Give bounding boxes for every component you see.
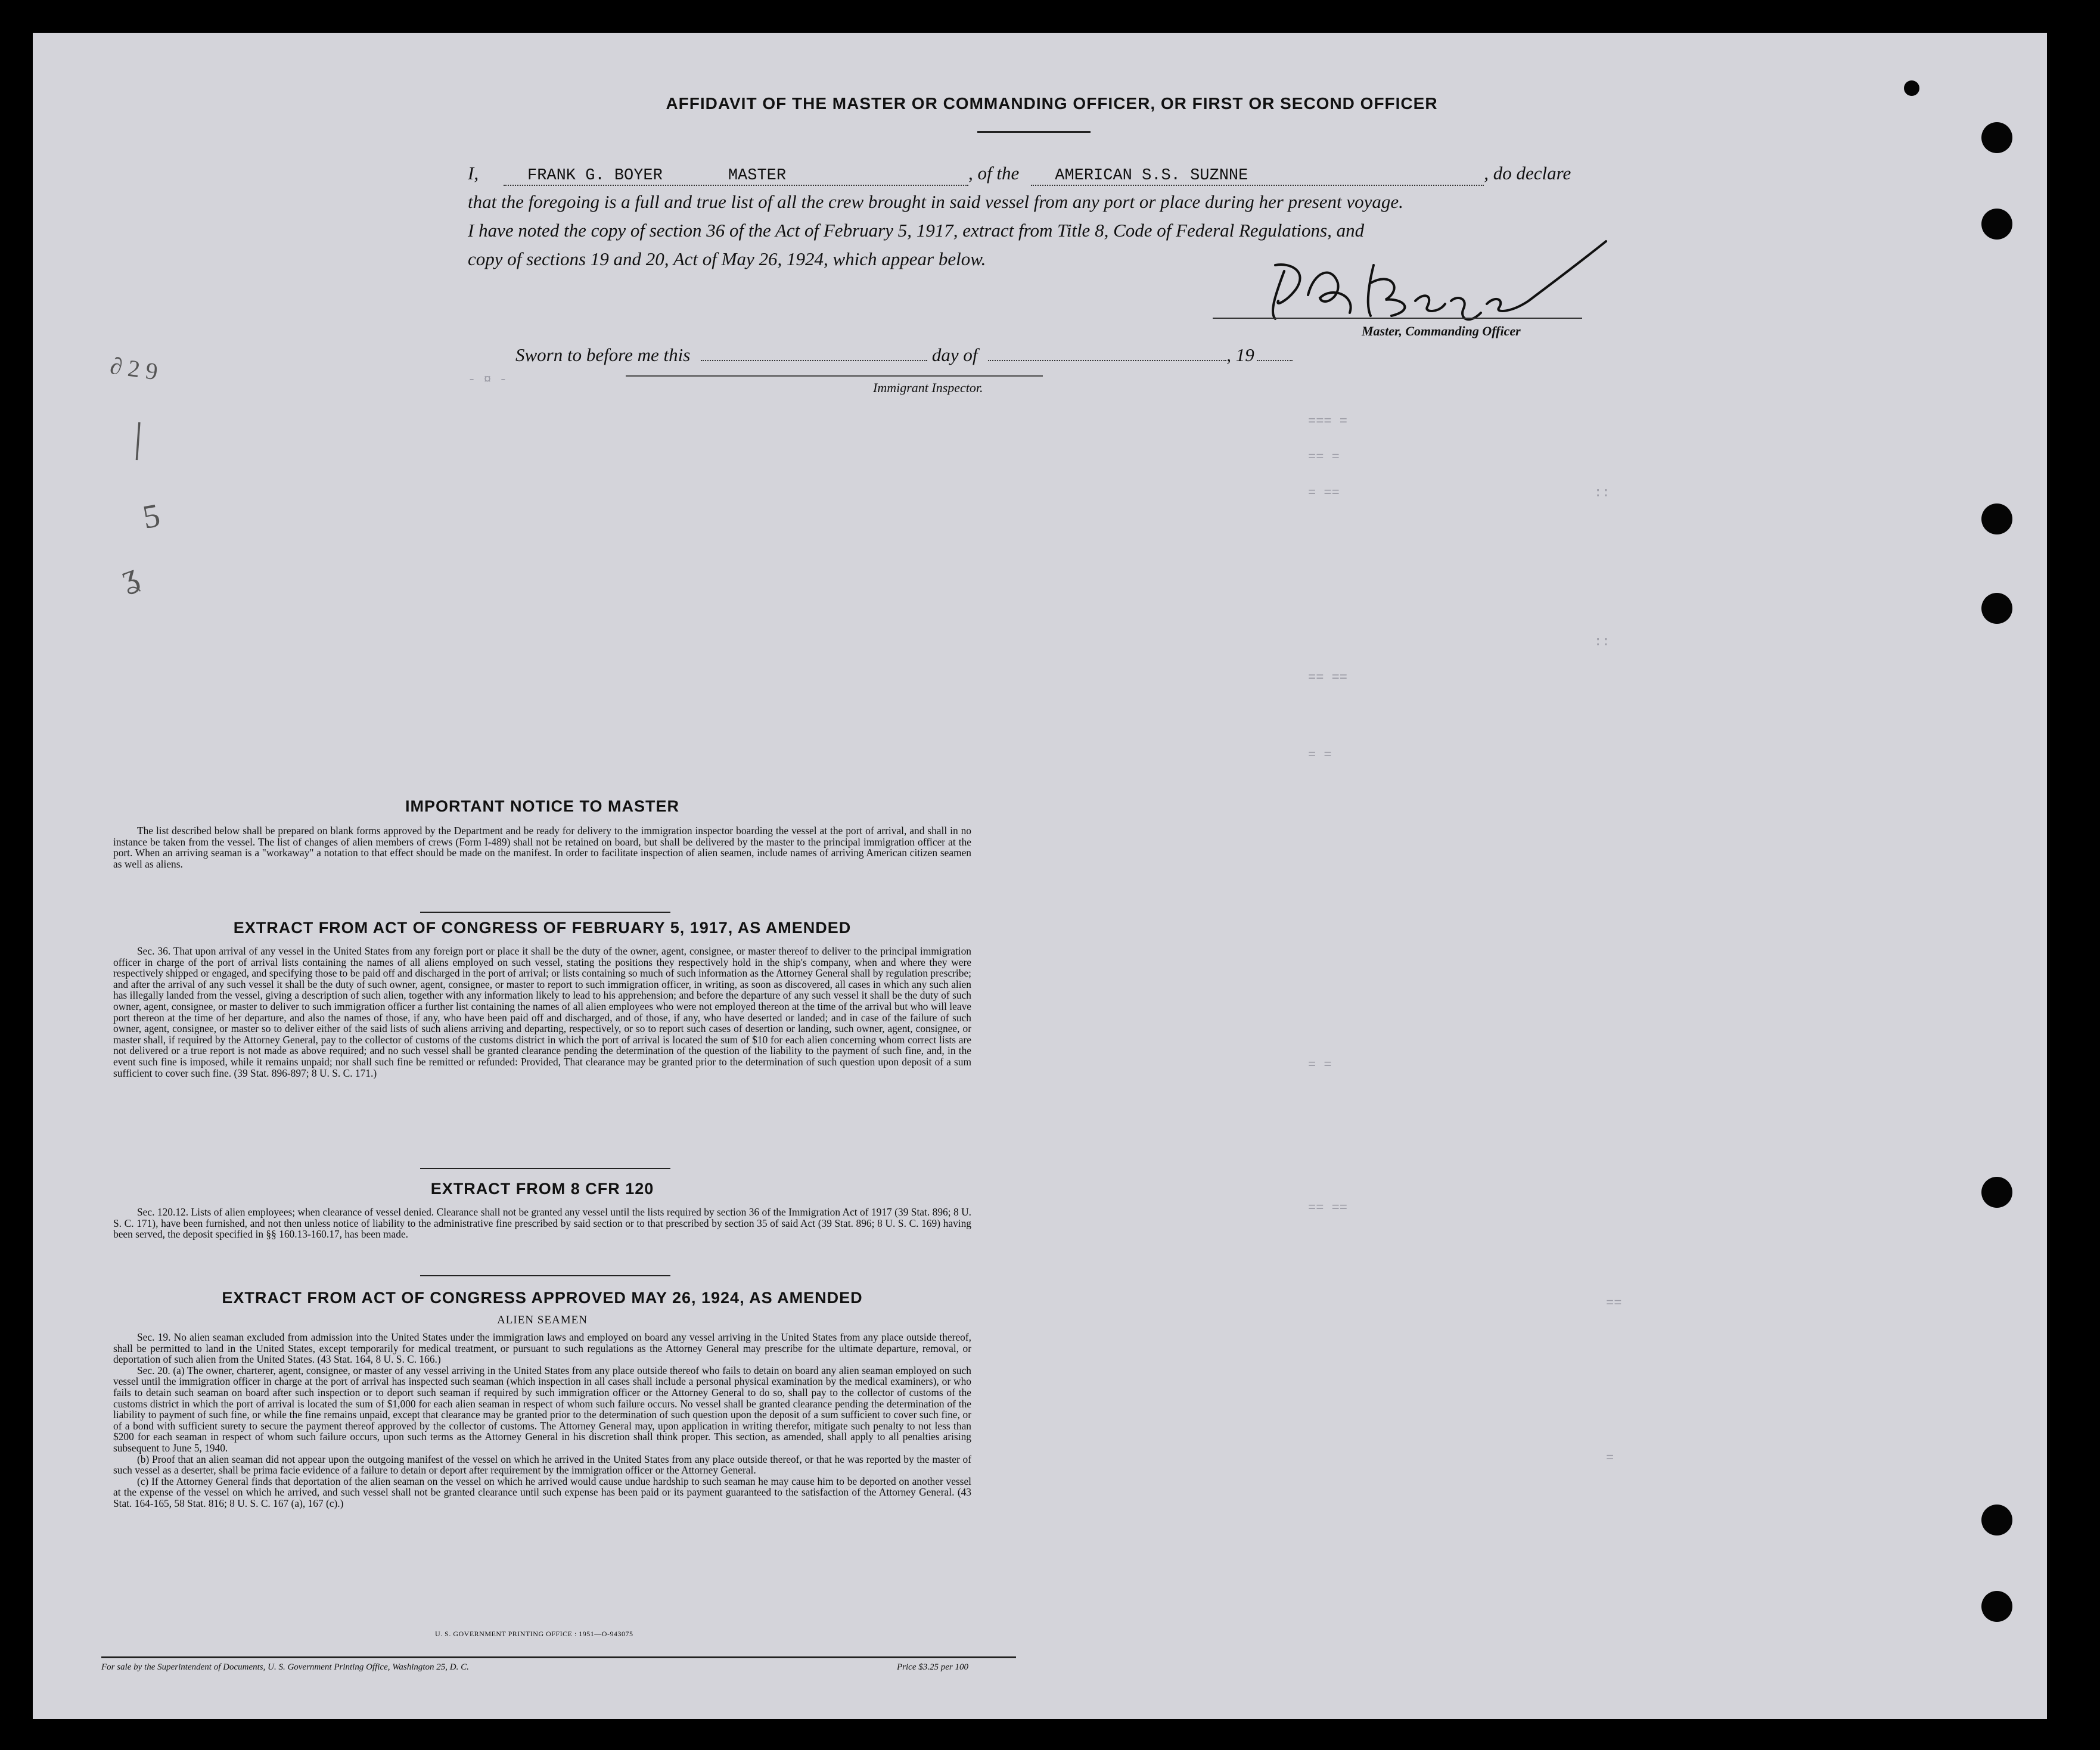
punch-hole bbox=[1981, 1505, 2012, 1535]
day-of-label: day of bbox=[931, 344, 978, 365]
ink-blot bbox=[1904, 80, 1919, 96]
affidavit-page bbox=[33, 33, 2047, 1719]
notice-text bbox=[113, 825, 971, 869]
punch-hole bbox=[1981, 1591, 2012, 1622]
sec20b-paragraph: (b) Proof that an alien seaman did not appear upon the outgoing manifest of the vessel on which he arrived in the United States from any place outside thereof, or that he was reported by the master of such vessel as a deserter, shall be prima facie evidence of a failure to detain or deport after requirement by the immigration officer or the Attorney General. bbox=[113, 1453, 971, 1477]
section-rule bbox=[420, 912, 670, 913]
sworn-year-field bbox=[1257, 360, 1293, 361]
sworn-month-field bbox=[988, 360, 1226, 361]
vessel-field bbox=[1031, 164, 1484, 186]
extract-1924-text bbox=[113, 1332, 971, 1509]
sworn-text: Sworn to before me this bbox=[515, 344, 691, 365]
declaration-line4: copy of sections 19 and 20, Act of May 26, 1924, which appear below. bbox=[468, 248, 986, 269]
section-rule bbox=[420, 1168, 670, 1169]
ghost-mark: - ¤ - bbox=[468, 372, 508, 387]
margin-pencil-mark: ∂ 2 9 bbox=[108, 352, 160, 386]
punch-hole bbox=[1981, 1177, 2012, 1208]
sworn-line bbox=[515, 340, 1469, 371]
punch-hole bbox=[1981, 503, 2012, 534]
declaration-line1 bbox=[468, 158, 1660, 189]
ghost-mark: == == bbox=[1308, 670, 1348, 685]
ghost-mark: = bbox=[1606, 1451, 1614, 1466]
printing-office-note: U. S. GOVERNMENT PRINTING OFFICE : 1951—O-943075 bbox=[435, 1630, 633, 1638]
affidavit-title: AFFIDAVIT OF THE MASTER OR COMMANDING OFFICER, OR FIRST OR SECOND OFFICER bbox=[666, 94, 1438, 113]
ghost-mark: == bbox=[1606, 1296, 1622, 1311]
for-sale-note: For sale by the Superintendent of Documents, U. S. Government Printing Office, Washington 25, D. C. bbox=[101, 1662, 469, 1672]
ghost-mark: :: bbox=[1594, 486, 1610, 501]
margin-pencil-mark: | bbox=[132, 414, 144, 461]
declaration-intro: I, bbox=[468, 163, 479, 184]
ghost-mark: == = bbox=[1308, 450, 1340, 465]
punch-hole bbox=[1981, 593, 2012, 624]
extract-cfr-text bbox=[113, 1207, 971, 1240]
inspector-label: Immigrant Inspector. bbox=[873, 380, 983, 395]
master-signature bbox=[1219, 229, 1636, 337]
price-note: Price $3.25 per 100 bbox=[897, 1662, 968, 1672]
margin-pencil-mark: ʓ bbox=[116, 556, 143, 596]
title-rule bbox=[977, 131, 1091, 133]
extract-cfr-title: EXTRACT FROM 8 CFR 120 bbox=[430, 1180, 654, 1198]
inspector-rule bbox=[626, 375, 1043, 377]
year-label: , 19 bbox=[1226, 344, 1254, 365]
sec20a-paragraph: Sec. 20. (a) The owner, charterer, agent, consignee, or master of any vessel arriving in the United States from any place outside thereof who fails to detain on board any alien seaman employed on such vessel until the immigration officer in charge at the port of arrival has inspected such seaman (which inspection in all cases shall include a personal physical examination by the medical examiners), or who fails to detain such seaman on board after such inspection or to deport such seaman if required by such immigration officer or the Attorney General to do so, shall pay to the collector of customs of the customs district in which the port of arrival is located the sum of $1,000 for each alien seaman in respect of whom such failure occurs. No vessel shall be granted clearance pending the determination of the liability to payment of such fine, or while the fine remains unpaid, except that clearance may be granted prior to the determination of such question upon the deposit of a sum sufficient to cover such fine, or of a bond with sufficient surety to secure the payment thereof approved by the collector of customs. The Attorney General may, upon application in writing therefor, mitigate such penalty to not less than $200 for each seaman in respect of whom such failure occurs, upon such terms as the Attorney General in his discretion shall think proper. This section, as amended, shall apply to all penalties arising subsequent to June 5, 1940. bbox=[113, 1364, 971, 1454]
ghost-mark: == == bbox=[1308, 1201, 1348, 1216]
ghost-mark: = = bbox=[1308, 748, 1332, 763]
punch-hole bbox=[1981, 122, 2012, 153]
margin-pencil-mark: 5 bbox=[139, 497, 163, 536]
punch-hole bbox=[1981, 209, 2012, 240]
vessel-name: AMERICAN S.S. SUZNNE bbox=[1055, 167, 1248, 185]
sec20c-paragraph: (c) If the Attorney General finds that deportation of the alien seaman on the vessel on which he arrived would cause undue hardship to such seaman he may cause him to be deported on another vessel at the expense of the vessel on which he arrived, and such vessel shall not be granted clearance until such expense has been paid or its payment guaranteed to the satisfaction of the Attorney General. (43 Stat. 164-165, 58 Stat. 816; 8 U. S. C. 167 (a), 167 (c).) bbox=[113, 1475, 971, 1509]
declaration-line3: I have noted the copy of section 36 of the Act of February 5, 1917, extract from Title 8, Code of Federal Regulations, and bbox=[468, 220, 1365, 241]
extract-1924-title: EXTRACT FROM ACT OF CONGRESS APPROVED MAY 26, 1924, AS AMENDED bbox=[222, 1289, 863, 1307]
ghost-mark: = = bbox=[1308, 1058, 1332, 1073]
alien-seamen-subtitle: ALIEN SEAMEN bbox=[497, 1314, 588, 1326]
ghost-mark: === = bbox=[1308, 414, 1348, 429]
master-name: FRANK G. BOYER bbox=[527, 167, 663, 185]
notice-title: IMPORTANT NOTICE TO MASTER bbox=[405, 797, 679, 815]
do-declare-label: , do declare bbox=[1484, 163, 1571, 184]
extract-1917-title: EXTRACT FROM ACT OF CONGRESS OF FEBRUARY 5, 1917, AS AMENDED bbox=[233, 919, 852, 937]
declaration-line2: that the foregoing is a full and true list of all the crew brought in said vessel from any port or place during her present voyage. bbox=[468, 191, 1403, 212]
cfr-paragraph: Sec. 120.12. Lists of alien employees; when clearance of vessel denied. Clearance shall not be granted any vessel until the lists required by section 36 of the Immigration Act of 1917 (39 Stat. 896; 8 U. S. C. 171), have been furnished, and not then unless notice of liability to the administrative fine prescribed by said section or to that prescribed by section 35 of said Act (39 Stat. 896; 8 U. S. C. 169) having been served, the deposit specified in §§ 160.13-160.17, has been made. bbox=[113, 1206, 971, 1241]
signature-rule bbox=[1213, 318, 1582, 319]
ghost-mark: :: bbox=[1594, 635, 1610, 649]
section-rule bbox=[420, 1275, 670, 1276]
master-rank: MASTER bbox=[728, 167, 787, 185]
footer-rule bbox=[101, 1656, 1016, 1658]
extract-1917-text bbox=[113, 946, 971, 1078]
sec36-paragraph: Sec. 36. That upon arrival of any vessel in the United States from any foreign port or place it shall be the duty of the owner, agent, consignee, or master thereof to deliver to the principal immigration officer in charge of the port of arrival lists containing the names of all aliens employed on such vessel, stating the positions they respectively hold in the ship's company, when and where they were respectively shipped or engaged, and specifying those to be paid off and discharged in the port of arrival; or lists containing so much of such information as the Attorney General shall by regulation prescribe; and after the arrival of any such vessel it shall be the duty of such owner, agent, consignee, or master to report to such immigration officer, in writing, as soon as discovered, all cases in which any such alien has illegally landed from the vessel, giving a description of such alien, together with any information likely to lead to his apprehension; and before the departure of any such vessel it shall be the duty of such owner, agent, consignee, or master to deliver to such immigration officer a further list containing the names of all alien employees who were not employed thereon at the time of the arrival but who will leave port thereon at the time of her departure, and also the names of those, if any, who have been paid off and discharged, and of those, if any, who have deserted or landed; and in case of the failure of such owner, agent, consignee, or master so to deliver either of the said lists of such aliens arriving and departing, respectively, or so to report such cases of desertion or landing, such owner, agent, consignee, or master shall, if required by the Attorney General, pay to the collector of customs of the customs district in which the port of arrival is located the sum of $10 for each alien concerning whom correct lists are not delivered or a true report is not made as above required; and no such vessel shall be granted clearance pending the determination of the question of the liability to the payment of such fine, and, in the event such fine is imposed, while it remains unpaid; nor shall such fine be remitted or refunded: Provided, That clearance may be granted prior to the determination of such question upon deposit of a sum sufficient to cover such fine. (39 Stat. 896-897; 8 U. S. C. 171.) bbox=[113, 945, 971, 1079]
sec19-paragraph: Sec. 19. No alien seaman excluded from admission into the United States under the immigration laws and employed on board any vessel arriving in the United States from any place outside thereof, shall be permitted to land in the United States, except temporarily for medical treatment, or pursuant to such regulations as the Attorney General may prescribe for the ultimate departure, removal, or deportation of such alien from the United States. (43 Stat. 164, 8 U. S. C. 166.) bbox=[113, 1331, 971, 1366]
signature-caption: Master, Commanding Officer bbox=[1362, 324, 1521, 338]
master-name-field bbox=[504, 164, 968, 186]
sworn-day-field bbox=[701, 360, 927, 361]
notice-paragraph: The list described below shall be prepared on blank forms approved by the Department and be ready for delivery to the immigration inspector boarding the vessel at the port of arrival, and shall in no instance be taken from the vessel. The list of changes of alien members of crews (Form I-489) shall not be retained on board, but shall be delivered by the master to the principal immigration officer at the port. When an arriving seaman is a "workaway" a notation to that effect should be made on the manifest. In order to facilitate inspection of alien seamen, include names of arriving American citizen seamen as well as aliens. bbox=[113, 825, 971, 870]
ghost-mark: = == bbox=[1308, 486, 1340, 501]
of-the-label: , of the bbox=[968, 163, 1020, 184]
